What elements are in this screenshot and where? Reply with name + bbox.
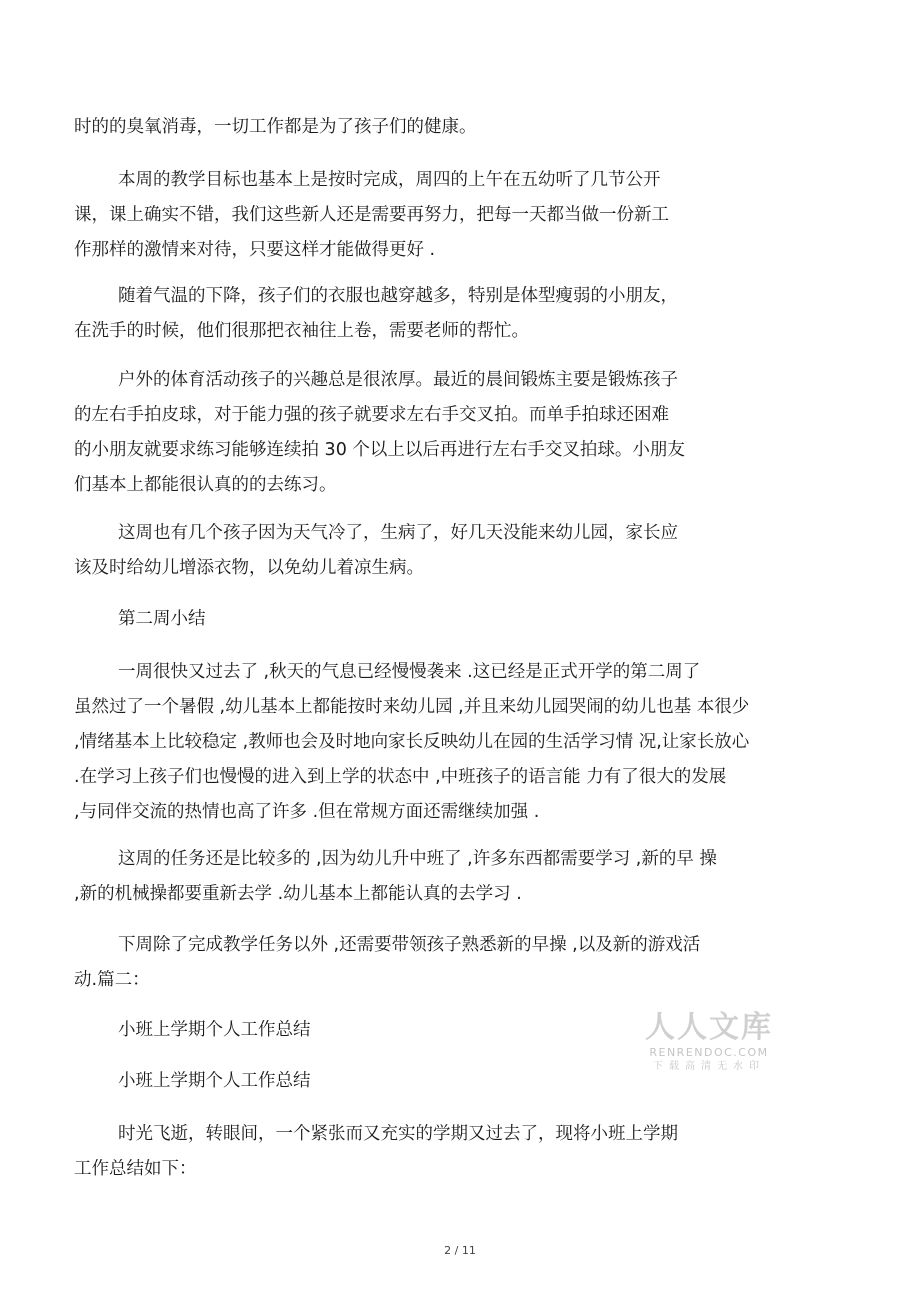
paragraph <box>74 163 834 268</box>
text-line: 户外的体育活动孩子的兴趣总是很浓厚。最近的晨间锻炼主要是锻炼孩子 <box>118 370 678 390</box>
text-line: 一周很快又过去了 ,秋天的气息已经慢慢袭来 .这已经是正式开学的第二周了 <box>118 662 701 682</box>
text-line: 动.篇二： <box>74 970 150 990</box>
text-line: ,情绪基本上比较稳定 ,教师也会及时地向家长反映幼儿在园的生活学习情 况,让家长放心 <box>74 732 750 752</box>
section-heading <box>74 602 834 637</box>
watermark-tagline: 下载高清无水印 <box>653 1061 765 1072</box>
text-line: 的小朋友就要求练习能够连续拍 30 个以上以后再进行左右手交叉拍球。小朋友 <box>74 440 685 460</box>
text-line: .在学习上孩子们也慢慢的进入到上学的状态中 ,中班孩子的语言能 力有了很大的发展 <box>74 767 727 787</box>
page-number: 2 / 11 <box>444 1244 476 1257</box>
paragraph <box>74 110 834 145</box>
text-line: 小班上学期个人工作总结 <box>118 1020 311 1040</box>
text-line: 作那样的激情来对待，只要这样才能做得更好 . <box>74 240 436 260</box>
text-line: ,新的机械操都要重新去学 .幼儿基本上都能认真的去学习 . <box>74 884 522 904</box>
text-line: 时的的臭氧消毒，一切工作都是为了孩子们的健康。 <box>74 117 477 137</box>
paragraph <box>74 516 834 586</box>
text-line: 时光飞逝，转眼间，一个紧张而又充实的学期又过去了，现将小班上学期 <box>118 1124 678 1144</box>
paragraph <box>74 1117 834 1187</box>
watermark-title: 人人文库 <box>645 1010 773 1045</box>
text-line: 课，课上确实不错，我们这些新人还是需要再努力，把每一天都当做一份新工 <box>74 205 669 225</box>
paragraph <box>74 279 834 349</box>
paragraph <box>74 842 834 912</box>
text-line: 们基本上都能很认真的的去练习。 <box>74 475 337 495</box>
text-line: 这周的任务还是比较多的 ,因为幼儿升中班了 ,许多东西都需要学习 ,新的早 操 <box>118 849 717 869</box>
text-line: 在洗手的时候，他们很那把衣袖往上卷，需要老师的帮忙。 <box>74 321 529 341</box>
text-line: 的左右手拍皮球，对于能力强的孩子就要求左右手交叉拍。而单手拍球还困难 <box>74 405 669 425</box>
paragraph <box>74 655 834 830</box>
text-line: 工作总结如下： <box>74 1159 197 1179</box>
text-line: 这周也有几个孩子因为天气冷了，生病了，好几天没能来幼儿园，家长应 <box>118 523 678 543</box>
text-line: 小班上学期个人工作总结 <box>118 1071 311 1091</box>
paragraph <box>74 363 834 503</box>
paragraph <box>74 928 834 998</box>
text-line: 下周除了完成教学任务以外 ,还需要带领孩子熟悉新的早操 ,以及新的游戏活 <box>118 935 701 955</box>
text-line: 该及时给幼儿增添衣物，以免幼儿着凉生病。 <box>74 558 424 578</box>
text-line: 随着气温的下降，孩子们的衣服也越穿越多，特别是体型瘦弱的小朋友， <box>118 286 678 306</box>
watermark-subtitle: RENRENDOC.COM <box>649 1046 769 1059</box>
text-line: 本周的教学目标也基本上是按时完成，周四的上午在五幼听了几节公开 <box>118 170 661 190</box>
watermark-logo <box>643 1010 775 1074</box>
text-line: 虽然过了一个暑假 ,幼儿基本上都能按时来幼儿园 ,并且来幼儿园哭闹的幼儿也基 本很少 <box>74 697 750 717</box>
text-line: 第二周小结 <box>118 609 206 629</box>
text-line: ,与同伴交流的热情也高了许多 .但在常规方面还需继续加强 . <box>74 802 540 822</box>
